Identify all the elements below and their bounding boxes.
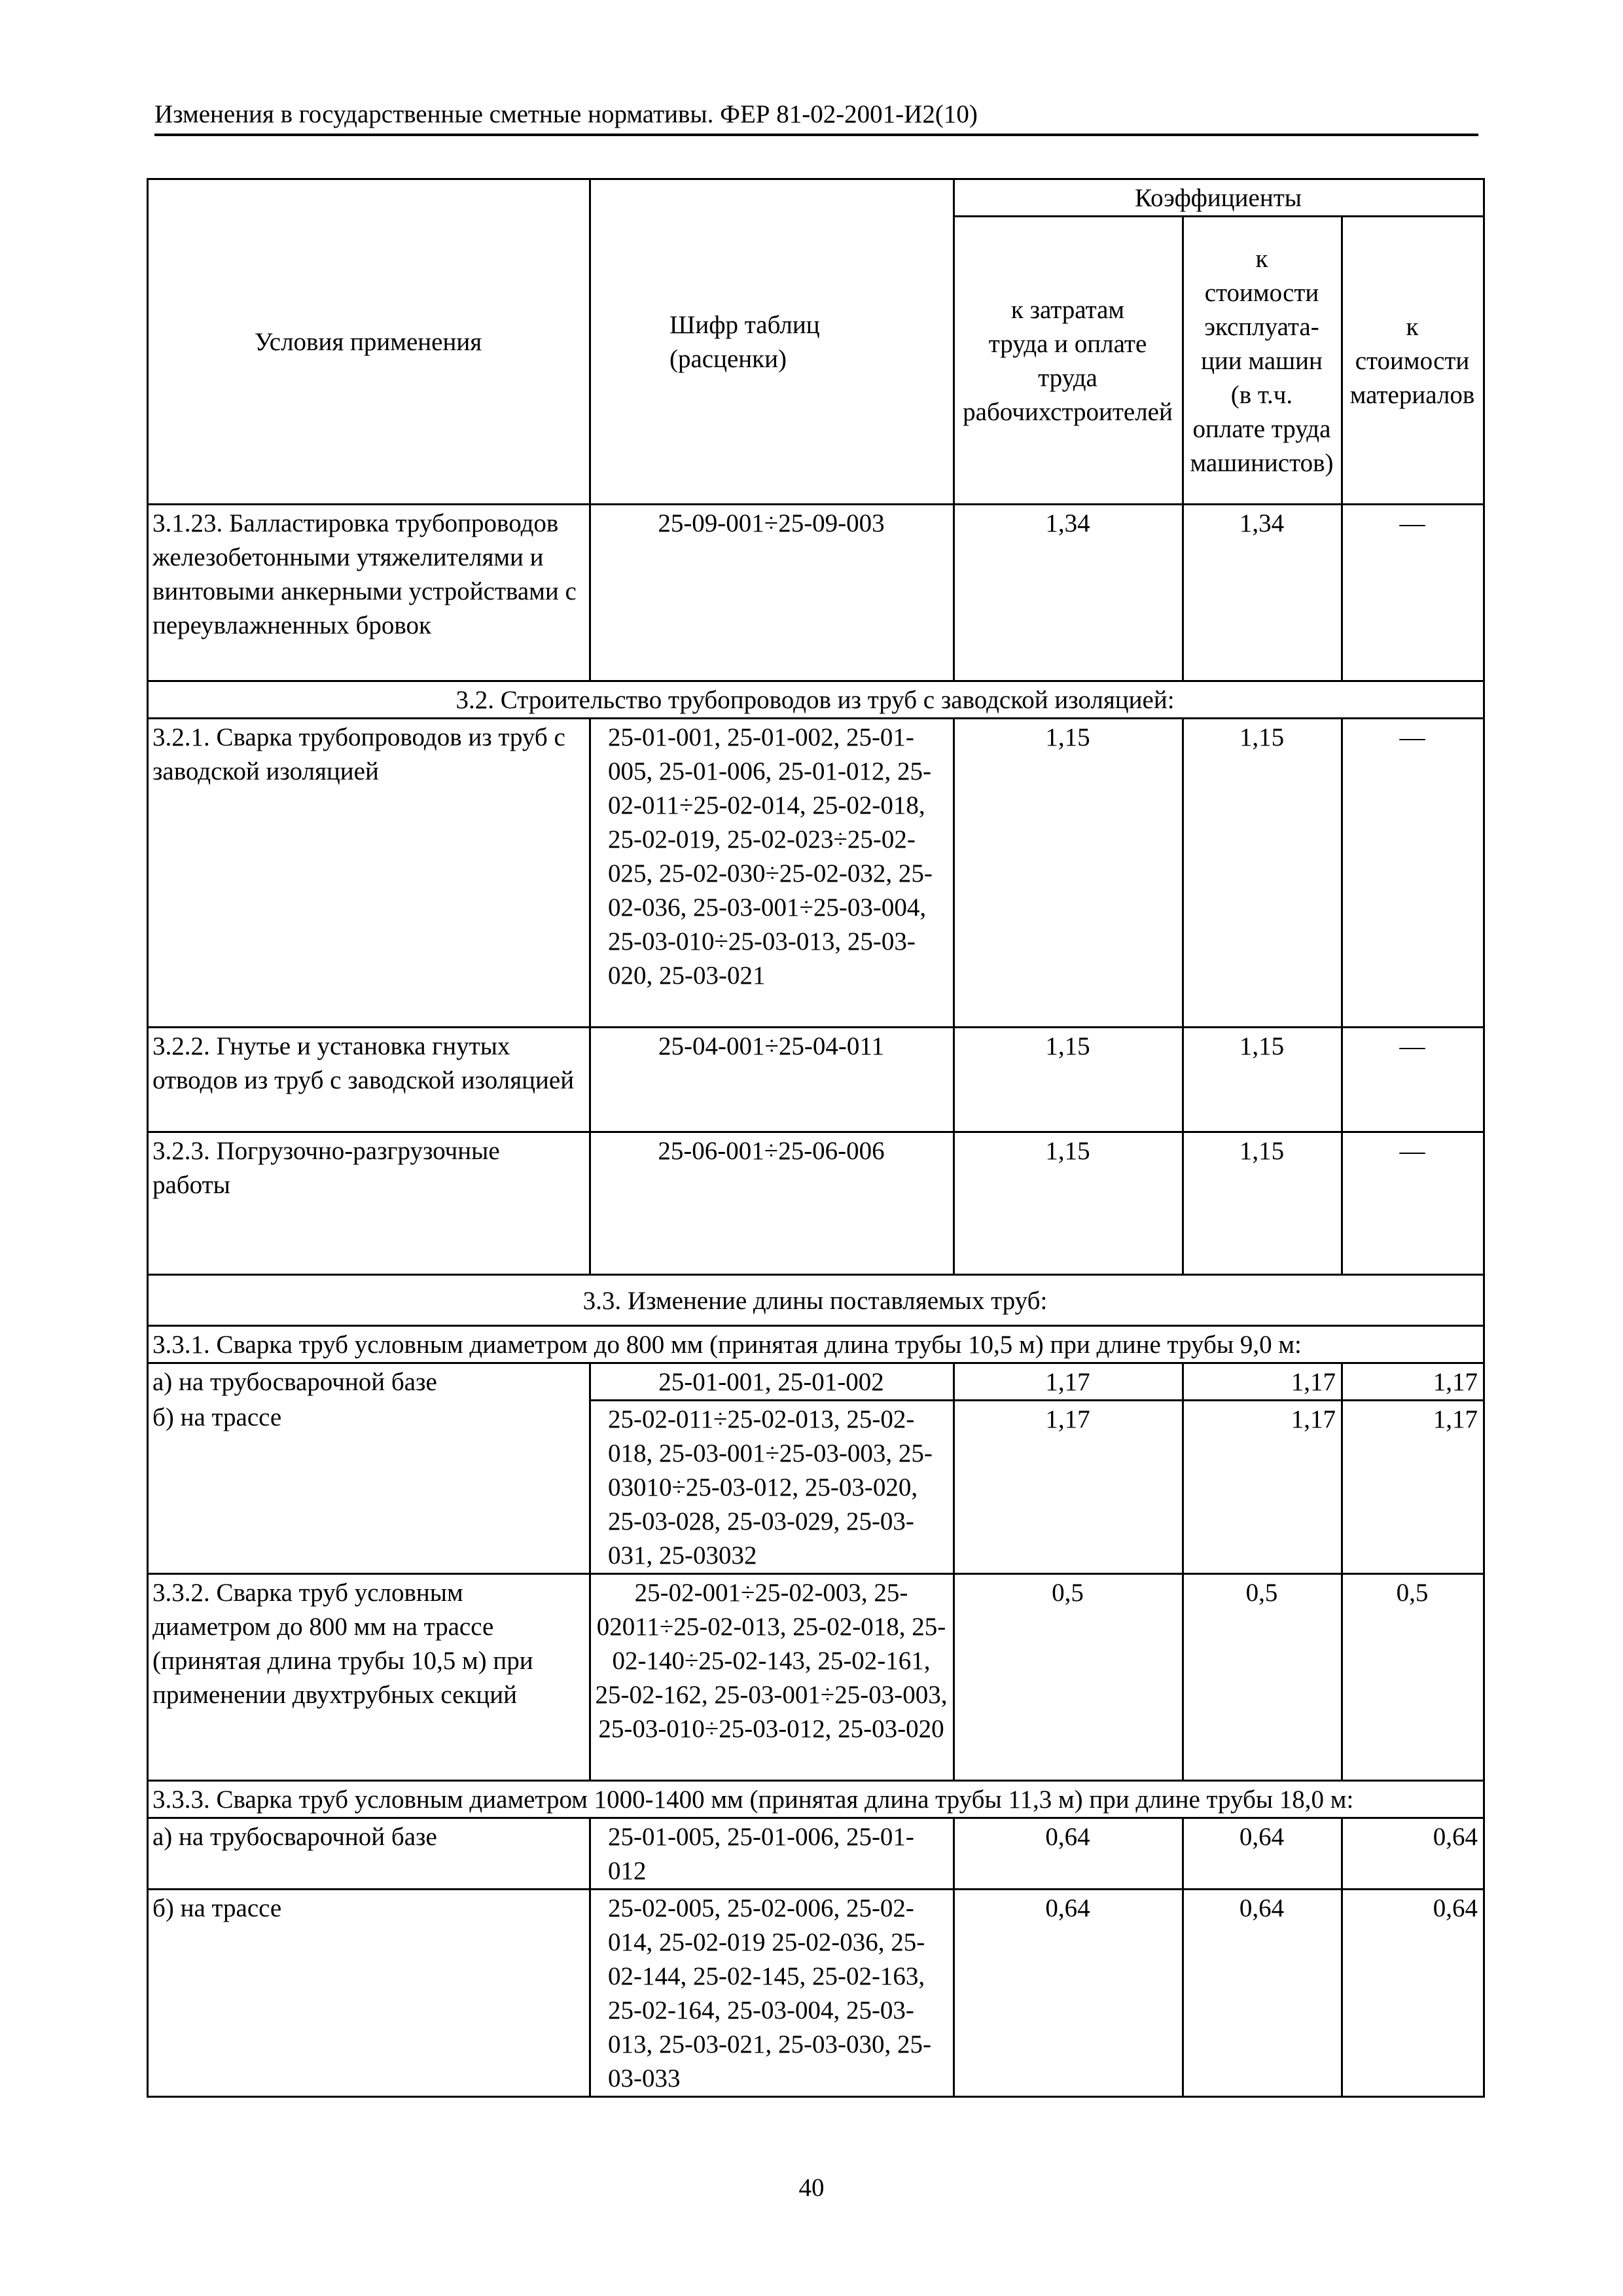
row-materials: — <box>1342 1132 1484 1275</box>
col-conditions-header: Условия применения <box>148 179 590 505</box>
header-rule <box>154 134 1478 136</box>
row-materials: — <box>1342 719 1484 1028</box>
row-labor: 1,17 <box>954 1363 1183 1401</box>
table-row <box>148 505 1484 681</box>
row-code: 25-02-001÷25-02-003, 25-02011÷25-02-013, 25-02-018, 25-02-140÷25-02-143, 25-02-161, 25-02-162, 25-03-001÷25-03-003, 25-03-010÷25-03-012, 25-03-020 <box>590 1574 954 1781</box>
row-labor: 0,64 <box>954 1818 1183 1890</box>
row-conditions: а) на трубосварочной базе <box>148 1818 590 1890</box>
row-machines: 0,64 <box>1183 1818 1342 1890</box>
row-labor: 1,15 <box>954 1028 1183 1132</box>
row-conditions: 3.2.1. Сварка трубопроводов из труб с заводской изоляцией <box>148 719 590 1028</box>
col-code-header: Шифр таблиц (расценки) <box>590 179 954 505</box>
table-row <box>148 1890 1484 2097</box>
col-machines-header: к стоимости эксплуата- ции машин (в т.ч. оплате труда машинистов) <box>1183 217 1342 505</box>
row-machines: 1,15 <box>1183 719 1342 1028</box>
row-materials: 0,64 <box>1342 1818 1484 1890</box>
row-materials: 1,17 <box>1342 1363 1484 1401</box>
row-materials: 0,5 <box>1342 1574 1484 1781</box>
row-code: 25-02-005, 25-02-006, 25-02-014, 25-02-019 25-02-036, 25-02-144, 25-02-145, 25-02-163, 25-02-164, 25-03-004, 25-03-013, 25-03-021, 25-03-030, 25-03-033 <box>590 1890 954 2097</box>
row-materials: — <box>1342 505 1484 681</box>
row-machines: 0,5 <box>1183 1574 1342 1781</box>
row-machines: 0,64 <box>1183 1890 1342 2097</box>
col-coefficients-header: Коэффициенты <box>954 179 1484 217</box>
row-machines: 1,15 <box>1183 1132 1342 1275</box>
subsection-title: 3.3.1. Сварка труб условным диаметром до 800 мм (принятая длина трубы 10,5 м) при длине трубы 9,0 м: <box>148 1326 1484 1363</box>
row-materials: 1,17 <box>1342 1401 1484 1574</box>
row-labor: 0,5 <box>954 1574 1183 1781</box>
page-header: Изменения в государственные сметные нормативы. ФЕР 81-02-2001-И2(10) <box>154 100 978 128</box>
row-machines: 1,15 <box>1183 1028 1342 1132</box>
row-conditions: 3.2.2. Гнутье и установка гнутых отводов из труб с заводской изоляцией <box>148 1028 590 1132</box>
row-conditions: 3.3.2. Сварка труб условным диаметром до 800 мм на трассе (принятая длина трубы 10,5 м) при применении двухтрубных секций <box>148 1574 590 1781</box>
page-number: 40 <box>798 2174 825 2202</box>
row-materials: — <box>1342 1028 1484 1132</box>
table-row <box>148 1028 1484 1132</box>
subsection-row <box>148 1781 1484 1818</box>
subsection-title: 3.3.3. Сварка труб условным диаметром 1000-1400 мм (принятая длина трубы 11,3 м) при длине трубы 18,0 м: <box>148 1781 1484 1818</box>
row-conditions: 3.1.23. Балластировка трубопроводов железобетонными утяжелителями и винтовыми анкерными устройствами с переувлажненных бровок <box>148 505 590 681</box>
section-row <box>148 1275 1484 1326</box>
row-code: 25-01-005, 25-01-006, 25-01-012 <box>590 1818 954 1890</box>
col-labor-header: к затратам труда и оплате труда рабочихстроителей <box>954 217 1183 505</box>
row-labor: 1,17 <box>954 1401 1183 1574</box>
col-materials-header: к стоимости материалов <box>1342 217 1484 505</box>
row-materials: 0,64 <box>1342 1890 1484 2097</box>
section-title: 3.3. Изменение длины поставляемых труб: <box>148 1275 1484 1326</box>
row-labor: 1,15 <box>954 719 1183 1028</box>
table-row <box>148 1818 1484 1890</box>
row-machines: 1,34 <box>1183 505 1342 681</box>
row-code: 25-04-001÷25-04-011 <box>590 1028 954 1132</box>
row-labor: 1,34 <box>954 505 1183 681</box>
row-conditions: 3.2.3. Погрузочно-разгрузочные работы <box>148 1132 590 1275</box>
row-code: 25-01-001, 25-01-002 <box>590 1363 954 1401</box>
section-row <box>148 681 1484 719</box>
row-machines: 1,17 <box>1183 1401 1342 1574</box>
table-row <box>148 719 1484 1028</box>
row-conditions: б) на трассе <box>152 1403 282 1431</box>
table-header-row <box>148 179 1484 217</box>
subsection-row <box>148 1326 1484 1363</box>
table-row <box>148 1132 1484 1275</box>
row-machines: 1,17 <box>1183 1363 1342 1401</box>
row-conditions: б) на трассе <box>148 1890 590 2097</box>
row-code: 25-09-001÷25-09-003 <box>590 505 954 681</box>
row-code: 25-01-001, 25-01-002, 25-01-005, 25-01-006, 25-01-012, 25-02-011÷25-02-014, 25-02-018, 25-02-019, 25-02-023÷25-02-025, 25-02-030÷25-02-032, 25-02-036, 25-03-001÷25-03-004, 25-03-010÷25-03-013, 25-03-020, 25-03-021 <box>590 719 954 1028</box>
row-code: 25-02-011÷25-02-013, 25-02-018, 25-03-001÷25-03-003, 25-03010÷25-03-012, 25-03-020, 25-03-028, 25-03-029, 25-03-031, 25-03032 <box>590 1401 954 1574</box>
row-code: 25-06-001÷25-06-006 <box>590 1132 954 1275</box>
coefficients-table <box>147 178 1485 2098</box>
row-labor: 1,15 <box>954 1132 1183 1275</box>
table-row <box>148 1574 1484 1781</box>
row-conditions: а) на трубосварочной базе <box>152 1368 437 1396</box>
section-title: 3.2. Строительство трубопроводов из труб с заводской изоляцией: <box>148 681 1484 719</box>
row-labor: 0,64 <box>954 1890 1183 2097</box>
table-row <box>148 1363 1484 1401</box>
row-conditions-group <box>148 1363 590 1574</box>
